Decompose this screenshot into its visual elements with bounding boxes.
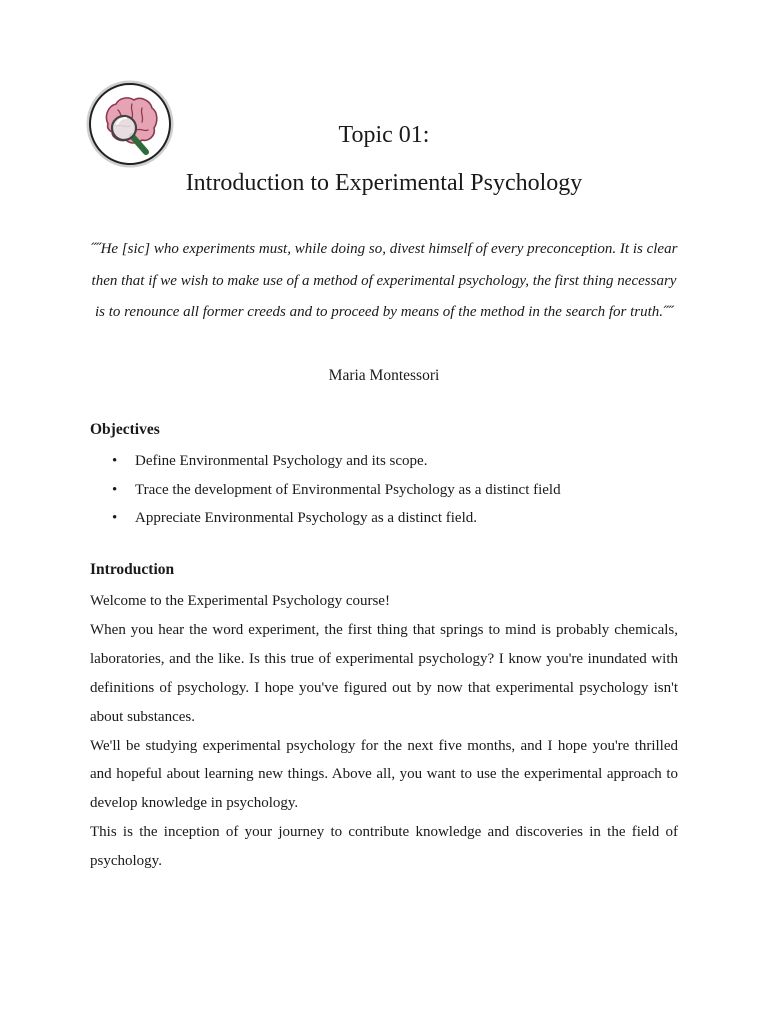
topic-number: Topic 01:: [338, 122, 430, 148]
objective-text: Appreciate Environmental Psychology as a distinct field.: [135, 510, 477, 527]
objective-text: Trace the development of Environmental Psychology as a distinct field: [135, 481, 561, 498]
bullet-icon: •: [112, 510, 118, 527]
intro-paragraph: We'll be studying experimental psychology for the next five months, and I hope you're thrilled and hopeful about learning new things. Above all, you want to use the experimental approach to develop knowledge in psychology.: [90, 737, 678, 812]
list-item: [90, 476, 690, 505]
list-item: [90, 447, 690, 476]
intro-paragraph: This is the inception of your journey to contribute knowledge and discoveries in the field of psychology.: [90, 824, 678, 870]
page-title: Introduction to Experimental Psychology: [185, 170, 583, 196]
objectives-list: [90, 447, 690, 533]
intro-paragraph: Welcome to the Experimental Psychology course!: [90, 593, 390, 609]
list-item: [90, 504, 690, 533]
objectives-heading: Objectives: [90, 421, 160, 438]
bullet-icon: •: [112, 453, 118, 469]
bullet-icon: •: [112, 481, 118, 498]
quote-author: Maria Montessori: [328, 367, 440, 384]
intro-paragraph: When you hear the word experiment, the first thing that springs to mind is probably chemicals, laboratories, and the like. Is this true of experimental psychology? I know you're inundated with definitions of psychology. I hope you've figured out by now that experimental psychology isn't about substances.: [90, 621, 678, 725]
introduction-body: [90, 587, 678, 876]
objective-text: Define Environmental Psychology and its scope.: [135, 453, 428, 469]
introduction-heading: Introduction: [90, 561, 175, 578]
epigraph-quote: ˝˝He [sic] who experiments must, while doing so, divest himself of every preconception. It is clear then that if we wish to make use of a method of experimental psychology, the first thing necessary is to renounce all former creeds and to proceed by means of the method in the search for truth.˝˝: [90, 241, 678, 320]
